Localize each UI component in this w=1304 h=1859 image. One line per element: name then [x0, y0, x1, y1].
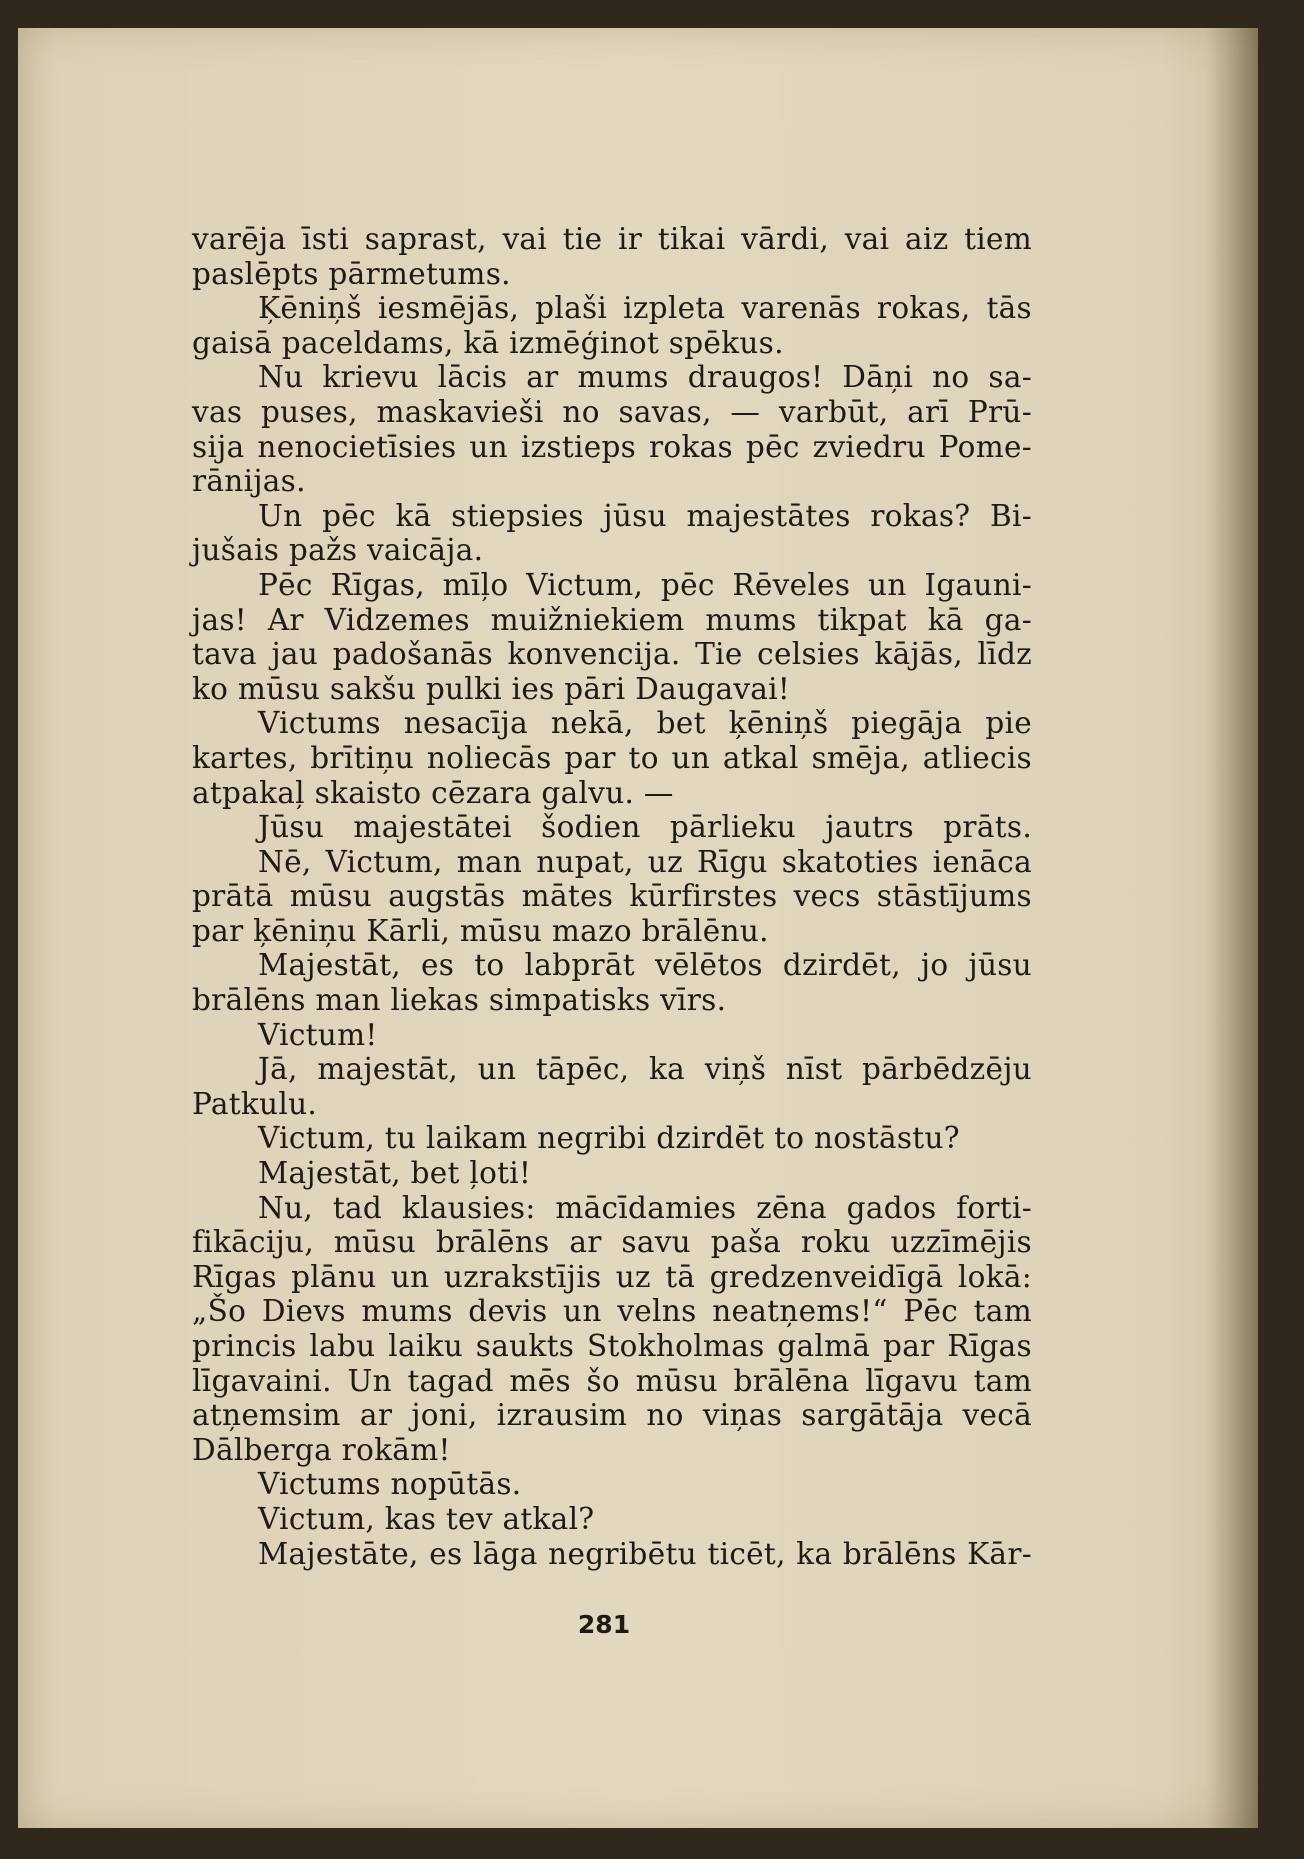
text-line: Nu krievu lācis ar mums draugos! Dāņi no sa-: [258, 360, 1032, 395]
text-line: „Šo Dievs mums devis un velns neatņems!“ Pēc tam: [192, 1294, 1032, 1329]
text-line: Victum, tu laikam negribi dzirdēt to nostāstu?: [258, 1121, 960, 1156]
text-line: līgavaini. Un tagad mēs šo mūsu brālēna līgavu tam: [192, 1363, 1032, 1398]
text-line: Un pēc kā stiepsies jūsu majestātes rokas? Bi-: [258, 498, 1032, 533]
text-line: Pēc Rīgas, mīļo Victum, pēc Rēveles un Igauni-: [258, 567, 1032, 602]
text-line: Jūsu majestātei šodien pārlieku jautrs prāts.: [258, 810, 1032, 845]
page-gutter-shadow: [1206, 28, 1258, 1828]
text-line: Victums nopūtās.: [258, 1467, 522, 1502]
text-line: Nu, tad klausies: mācīdamies zēna gados forti-: [258, 1190, 1032, 1225]
page-number: 281: [577, 1610, 631, 1639]
text-line: Nē, Victum, man nupat, uz Rīgu skatoties ienāca: [258, 844, 1032, 879]
text-line: Majestāt, bet ļoti!: [258, 1156, 532, 1191]
text-line: Victum, kas tev atkal?: [258, 1501, 595, 1536]
text-line: gaisā paceldams, kā izmēģinot spēkus.: [192, 325, 784, 360]
text-line: Victums nesacīja nekā, bet ķēniņš piegāja pie: [258, 706, 1032, 741]
text-line: prātā mūsu augstās mātes kūrfirstes vecs stāstījums: [192, 879, 1032, 914]
text-line: ko mūsu sakšu pulki ies pāri Daugavai!: [192, 671, 791, 706]
text-line: par ķēniņu Kārli, mūsu mazo brālēnu.: [192, 913, 769, 948]
text-line: Majestāte, es lāga negribētu ticēt, ka brālēns Kār-: [258, 1536, 1032, 1571]
text-line: atņemsim ar joni, izrausim no viņas sargātāja vecā: [192, 1398, 1032, 1433]
text-line: Jā, majestāt, un tāpēc, ka viņš nīst pārbēdzēju: [258, 1052, 1032, 1087]
text-line: princis labu laiku saukts Stokholmas galmā par Rīgas: [192, 1329, 1032, 1363]
body-text: [192, 222, 1032, 1571]
text-line: jušais pažs vaicāja.: [192, 533, 484, 568]
text-line: Dālberga rokām!: [192, 1432, 451, 1467]
text-line: Ķēniņš iesmējās, plaši izpleta varenās rokas, tās: [258, 291, 1032, 326]
text-line: rānijas.: [192, 464, 306, 499]
text-line: varēja īsti saprast, vai tie ir tikai vārdi, vai aiz tiem: [192, 222, 1032, 256]
text-line: Rīgas plānu un uzrakstījis uz tā gredzenveidīgā lokā:: [192, 1259, 1032, 1294]
text-line: tava jau padošanās konvencija. Tie celsies kājās, līdz: [192, 637, 1032, 672]
text-line: Victum!: [258, 1017, 378, 1052]
text-line: fikāciju, mūsu brālēns ar savu paša roku uzzīmējis: [192, 1225, 1032, 1260]
text-line: Majestāt, es to labprāt vēlētos dzirdēt, jo jūsu: [258, 948, 1032, 983]
text-line: jas! Ar Vidzemes muižniekiem mums tikpat kā ga-: [192, 602, 1032, 637]
text-line: kartes, brītiņu noliecās par to un atkal smēja, atliecis: [192, 740, 1032, 775]
text-line: atpakaļ skaisto cēzara galvu. —: [192, 775, 674, 810]
text-line: brālēns man liekas simpatisks vīrs.: [192, 983, 727, 1018]
text-line: sija nenocietīsies un izstieps rokas pēc zviedru Pome-: [192, 429, 1032, 464]
text-line: paslēpts pārmetums.: [192, 256, 511, 291]
text-line: Patkulu.: [192, 1086, 318, 1121]
text-line: vas puses, maskavieši no savas, — varbūt, arī Prū-: [192, 394, 1032, 429]
